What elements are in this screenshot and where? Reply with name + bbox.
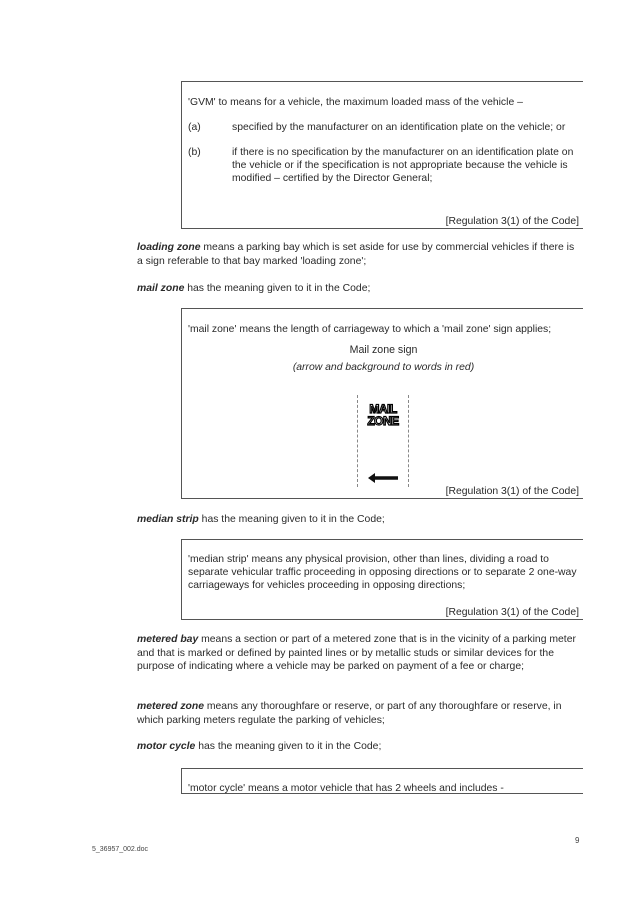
median-strip-term: median strip [137,514,199,525]
metered-zone-text: means any thoroughfare or reserve, or part of any thoroughfare or reserve, in which parking meters regulate the parking of vehicles; [137,701,562,726]
gvm-item-a-label: (a) [188,122,201,133]
gvm-item-b-text: if there is no specification by the manufacturer on an identification plate on the vehicle or if the specification is not appropriate because the vehicle is modified – certified by the Director General; [232,147,574,184]
mail-zone-definition [137,282,577,296]
left-arrow-icon [368,473,400,483]
loading-zone-definition [137,241,577,268]
median-strip-text: has the meaning given to it in the Code; [198,514,385,525]
mail-zone-sign-caption: (arrow and background to words in red) [292,362,475,373]
mail-zone-reference: [Regulation 3(1) of the Code] [445,486,579,497]
footer-filename: 5_36957_002.doc [92,846,149,853]
motor-cycle-term: motor cycle [137,741,196,752]
median-strip-definition [137,513,577,527]
metered-bay-text: means a section or part of a metered zone that is in the vicinity of a parking meter and that is marked or defined by painted lines or by metallic studs or similar devices for the purpose of indicating where a vehicle may be parked on payment of a fee or charge; [137,634,576,672]
gvm-item-a-text: specified by the manufacturer on an identification plate on the vehicle; or [232,122,566,133]
gvm-item-a [188,121,579,134]
loading-zone-term: loading zone [137,242,201,253]
gvm-intro: 'GVM' to means for a vehicle, the maximum loaded mass of the vehicle – [188,97,523,108]
mail-zone-sign-title: Mail zone sign [349,344,418,356]
mail-zone-sign [357,395,409,487]
gvm-item-b-label: (b) [188,147,201,158]
gvm-definition-box [181,81,583,229]
metered-zone-term: metered zone [137,701,204,712]
motor-cycle-box [181,768,583,794]
mail-zone-sign-line1: MAIL [369,402,397,416]
motor-cycle-definition [137,740,577,754]
median-strip-reference: [Regulation 3(1) of the Code] [445,607,579,618]
loading-zone-text: means a parking bay which is set aside for use by commercial vehicles if there is a sign referable to that bay marked 'loading zone'; [137,242,575,267]
mail-zone-text: has the meaning given to it in the Code; [184,283,371,294]
motor-cycle-box-text: 'motor cycle' means a motor vehicle that has 2 wheels and includes - [188,783,504,794]
mail-zone-box-text: 'mail zone' means the length of carriageway to which a 'mail zone' sign applies; [188,324,552,335]
median-strip-box [181,539,583,620]
metered-bay-definition [137,633,577,674]
motor-cycle-text: has the meaning given to it in the Code; [195,741,382,752]
mail-zone-sign-line2: ZONE [367,414,399,428]
gvm-item-b [188,146,579,185]
mail-zone-term: mail zone [137,283,185,294]
median-strip-box-text: 'median strip' means any physical provision, other than lines, dividing a road to separate vehicular traffic proceeding in opposing directions or to separate 2 one-way carriageways for vehicles proceeding in opposing directions; [188,554,577,591]
mail-zone-sign-lettering [360,403,406,427]
metered-bay-term: metered bay [137,634,199,645]
page-number: 9 [575,836,580,845]
gvm-reference: [Regulation 3(1) of the Code] [445,216,579,227]
metered-zone-definition [137,700,577,727]
